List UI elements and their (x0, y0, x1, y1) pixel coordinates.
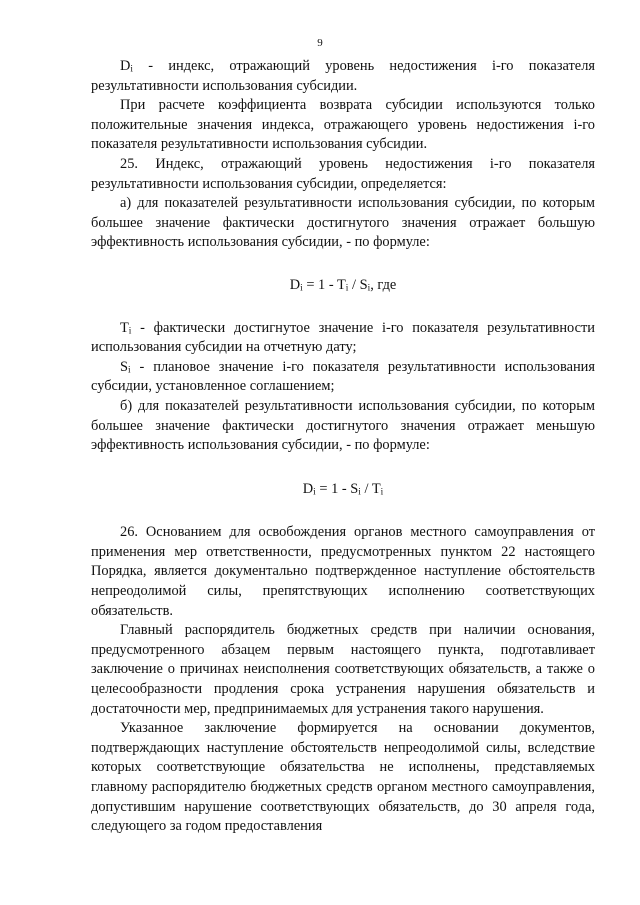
paragraph: а) для показателей результативности использования субсидии, по которым большее значение фактически достигнутого значения отражает большую эффективность использования субсидии, - по формуле: (91, 195, 595, 251)
paragraph-text: - фактически достигнутое значение i-го показателя результативности использования субсидии на отчетную дату; (91, 319, 595, 356)
paragraph: Указанное заключение формируется на основании документов, подтверждающих наступление обстоятельств непреодолимой силы, вследствие которых соответствующие обязательства не исполнены, представляемых главному распорядителю бюджетных средств органом местного самоуправления, допустившим нарушение соответствующих обязательств, до 30 апреля года, следующего за годом предоставления (91, 720, 595, 835)
paragraph-si-definition: $S_i$ - плановое значение i-го показателя результативности использования субсидии, установленное соглашением; (91, 358, 595, 395)
paragraph-text: - плановое значение i-го показателя результативности использования субсидии, установленное соглашением; (91, 358, 595, 395)
paragraph: Главный распорядитель бюджетных средств при наличии основания, предусмотренного абзацем первым настоящего пункта, подготавливает заключение о причинах неисполнения соответствующих обязательств, а также о целесообразности продления срока устранения нарушения обязательств и достаточности мер, предпринимаемых для устранения такого нарушения. (91, 622, 595, 717)
paragraph-ti-definition: $T_i$ - фактически достигнутое значение i-го показателя результативности использования субсидии на отчетную дату; (91, 319, 595, 356)
symbol-t: T (120, 319, 129, 336)
formula-1: $D_i = 1 - T_i / S_i$, где (289, 276, 397, 294)
page-number: 9 (317, 37, 323, 49)
document-body (91, 57, 595, 837)
symbol-d: D (120, 58, 131, 74)
paragraph: 25. Индекс, отражающий уровень недостижения i-го показателя результативности использования субсидии, определяется: (91, 155, 595, 192)
paragraph: При расчете коэффициента возврата субсидии используются только положительные значения индекса, отражающего уровень недостижения i-го показателя результативности использования субсидии. (91, 97, 595, 153)
subscript-i: i (130, 64, 134, 75)
symbol-s: S (120, 358, 129, 375)
paragraph: 26. Основанием для освобождения органов местного самоуправления от применения мер ответственности, предусмотренных пунктом 22 настоящего Порядка, является документально подтвержденное наступление обстоятельств непреодолимой силы, препятствующих исполнению соответствующих обязательств. (91, 524, 595, 619)
paragraph: б) для показателей результативности использования субсидии, по которым большее значение фактически достигнутого значения отражает меньшую эффективность использования субсидии, - по формуле: (91, 397, 595, 454)
paragraph-text: - индекс, отражающий уровень недостижения i-го показателя результативности использования субсидии. (91, 58, 595, 94)
paragraph-di-definition (91, 57, 595, 96)
formula-2: $D_i = 1 - S_i / T_i$ (302, 480, 384, 498)
